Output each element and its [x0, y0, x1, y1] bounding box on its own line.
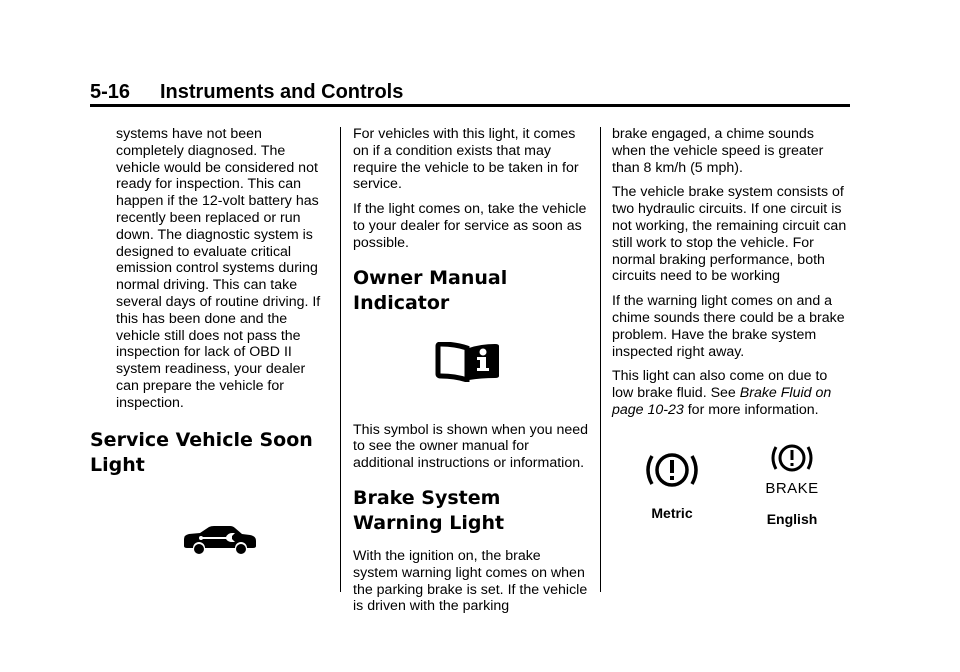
- page-number: 5-16: [90, 81, 131, 103]
- column-divider-1: [340, 127, 341, 592]
- column-1: [90, 126, 331, 556]
- column-2: [353, 126, 589, 623]
- paragraph: If the warning light comes on and a chime sounds there could be a brake problem. Have the brake system inspected right away.: [612, 293, 845, 360]
- brake-warning-english-icon: [765, 442, 819, 476]
- owner-manual-icon: [353, 342, 589, 382]
- brake-icon-english-figure: [742, 442, 842, 527]
- cross-reference-link[interactable]: Brake Fluid on page 10-23: [612, 385, 832, 418]
- text: for more information.: [683, 401, 819, 418]
- paragraph: This symbol is shown when you need to see the owner manual for additional instructions or information.: [353, 421, 589, 472]
- paragraph: systems have not been completely diagnosed. The vehicle would be considered not ready for inspection. This can happen if the 12-volt battery has recently been replaced or run down. The diagnostic system is designed to evaluate critical emission control systems during normal driving. This can take several days of routine driving. If this has been done and the vehicle still does not pass the inspection for lack of OBD II system readiness, your dealer can prepare the vehicle for inspection.: [116, 126, 321, 411]
- brake-icon-metric-figure: [622, 448, 722, 521]
- figure-caption: English: [766, 511, 818, 527]
- page-header: [90, 80, 850, 104]
- paragraph: With the ignition on, the brake system warning light comes on when the parking brake is set. If the vehicle is driven with the parking: [353, 547, 588, 615]
- column-divider-2: [600, 127, 601, 592]
- paragraph: brake engaged, a chime sounds when the vehicle speed is greater than 8 km/h (5 mph).: [612, 126, 824, 176]
- column-3: [612, 126, 850, 427]
- section-heading: Owner Manual Indicator: [353, 266, 508, 314]
- brake-label: BRAKE: [765, 480, 819, 497]
- header-rule: [90, 104, 850, 107]
- section-heading: Brake System Warning Light: [353, 486, 505, 534]
- figure-caption: Metric: [651, 505, 693, 521]
- text: This light can also come on due to low brake fluid. See: [612, 368, 828, 402]
- paragraph: [612, 368, 850, 418]
- paragraph: If the light comes on, take the vehicle to your dealer for service as soon as possible.: [353, 201, 587, 251]
- section-title: Instruments and Controls: [160, 81, 404, 103]
- section-heading: Service Vehicle Soon Light: [90, 428, 313, 476]
- brake-warning-metric-icon: [642, 448, 702, 492]
- paragraph: The vehicle brake system consists of two hydraulic circuits. If one circuit is not working, the remaining circuit can still work to stop the vehicle. For normal braking performance, both circuits need to be working: [612, 184, 847, 285]
- paragraph: For vehicles with this light, it comes on if a condition exists that may require the vehicle to be taken in for service.: [353, 126, 579, 193]
- service-vehicle-soon-icon: [106, 522, 331, 556]
- brake-icons: [612, 448, 850, 548]
